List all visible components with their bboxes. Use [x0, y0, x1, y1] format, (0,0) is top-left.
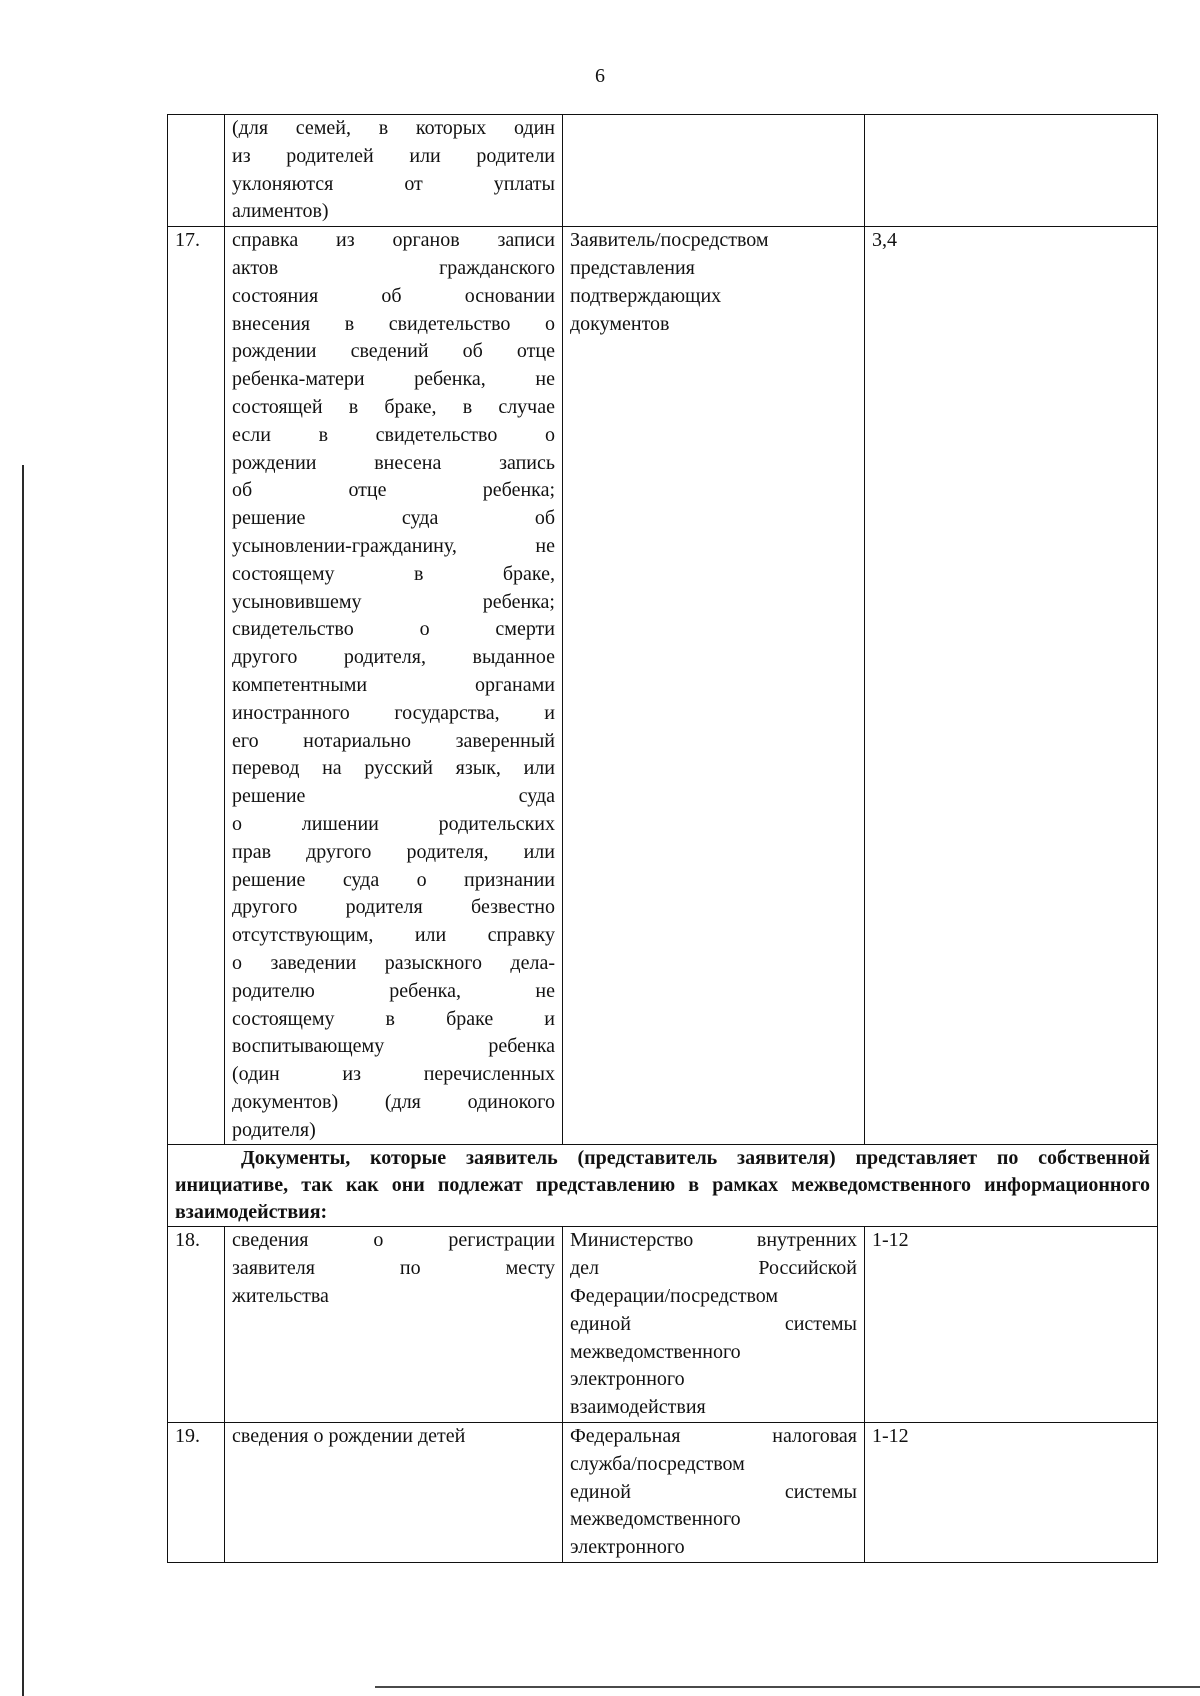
- text-line: отсутствующим, или справку: [232, 924, 555, 947]
- text-line: его нотариально заверенный: [232, 729, 555, 752]
- text-line: другого родителя безвестно: [232, 896, 555, 919]
- text-line: сведения о регистрации: [232, 1229, 555, 1252]
- text-line: сведения о рождении детей: [232, 1425, 466, 1448]
- text-line: уклоняются от уплаты: [232, 172, 555, 195]
- table-row: [168, 1423, 1158, 1563]
- text-line: ребенка-матери ребенка, не: [232, 368, 555, 391]
- text-line: документов) (для одинокого: [232, 1090, 555, 1113]
- text-line: прав другого родителя, или: [232, 840, 555, 863]
- text-line: из родителей или родители: [232, 144, 555, 167]
- text-line: межведомственного: [570, 1508, 741, 1531]
- text-line: межведомственного: [570, 1340, 741, 1363]
- section-heading-row: [168, 1145, 1158, 1227]
- text-line: (для семей, в которых один: [232, 117, 555, 139]
- document-name: [225, 227, 563, 1145]
- text-line: усыновившему ребенка;: [232, 590, 555, 613]
- text-line: усыновлении-гражданину, не: [232, 534, 555, 557]
- text-line: подтверждающих: [570, 284, 722, 307]
- text-line: состоящему в браке и: [232, 1007, 555, 1030]
- row-number: [168, 115, 225, 227]
- text-line: служба/посредством: [570, 1452, 745, 1475]
- text-line: родителю ребенка, не: [232, 979, 555, 1002]
- text-line: представления: [570, 256, 695, 279]
- applicant-codes: [865, 115, 1158, 227]
- document-name: [225, 115, 563, 227]
- table-row: [168, 115, 1158, 227]
- text-line: родителя): [232, 1118, 316, 1141]
- text-line: электронного: [570, 1536, 685, 1559]
- text-line: документов: [570, 312, 670, 335]
- text-line: справка из органов записи: [232, 229, 555, 252]
- text-line: другого родителя, выданное: [232, 646, 555, 669]
- text-line: взаимодействия: [570, 1396, 706, 1419]
- table-row: [168, 1227, 1158, 1423]
- document-source: [563, 115, 865, 227]
- document-source: [563, 227, 865, 1145]
- document-name: [225, 1227, 563, 1423]
- text-line: иностранного государства, и: [232, 701, 555, 724]
- text-line: рождении сведений об отце: [232, 340, 555, 363]
- scan-edge-bottom: [375, 1686, 1200, 1688]
- scan-edge-left: [22, 465, 24, 1696]
- text-line: актов гражданского: [232, 256, 555, 279]
- section-heading: Документы, которые заявитель (представитель заявителя) представляет по собственной инициативе, так как они подлежат представлению в рамках межведомственного информационного взаимодействия:: [175, 1147, 1150, 1224]
- section-heading-cell: [168, 1145, 1158, 1227]
- text-line: состояния об основании: [232, 284, 555, 307]
- text-line: Заявитель/посредством: [570, 229, 769, 252]
- row-number: 19.: [168, 1423, 225, 1563]
- text-line: дел Российской: [570, 1257, 857, 1280]
- row-number: 17.: [168, 227, 225, 1145]
- documents-table-body: [168, 115, 1158, 1563]
- text-line: перевод на русский язык, или: [232, 757, 555, 780]
- text-line: Министерство внутренних: [570, 1229, 857, 1252]
- text-line: решение суда об: [232, 507, 555, 530]
- text-line: жительства: [232, 1285, 329, 1308]
- text-line: об отце ребенка;: [232, 479, 555, 502]
- table-row: [168, 227, 1158, 1145]
- text-line: (один из перечисленных: [232, 1063, 555, 1086]
- text-line: алиментов): [232, 200, 329, 223]
- applicant-codes: 1-12: [865, 1227, 1158, 1423]
- text-line: единой системы: [570, 1312, 857, 1335]
- text-line: электронного: [570, 1368, 685, 1391]
- text-line: Федеральная налоговая: [570, 1425, 857, 1448]
- text-line: компетентными органами: [232, 673, 555, 696]
- text-line: единой системы: [570, 1480, 857, 1503]
- text-line: рождении внесена запись: [232, 451, 555, 474]
- text-line: состоящей в браке, в случае: [232, 395, 555, 418]
- document-name: [225, 1423, 563, 1563]
- text-line: заявителя по месту: [232, 1257, 555, 1280]
- page-number: 6: [595, 65, 605, 87]
- text-line: о заведении разыскного дела-: [232, 951, 555, 974]
- text-line: решение суда о признании: [232, 868, 555, 891]
- applicant-codes: 1-12: [865, 1423, 1158, 1563]
- document-source: [563, 1227, 865, 1423]
- text-line: воспитывающему ребенка: [232, 1035, 555, 1058]
- row-number: 18.: [168, 1227, 225, 1423]
- text-line: состоящему в браке,: [232, 562, 555, 585]
- document-source: [563, 1423, 865, 1563]
- text-line: о лишении родительских: [232, 812, 555, 835]
- documents-table: [167, 114, 1158, 1563]
- text-line: внесения в свидетельство о: [232, 312, 555, 335]
- text-line: Федерации/посредством: [570, 1285, 779, 1308]
- text-line: если в свидетельство о: [232, 423, 555, 446]
- text-line: свидетельство о смерти: [232, 618, 555, 641]
- text-line: решение суда: [232, 785, 555, 808]
- applicant-codes: 3,4: [865, 227, 1158, 1145]
